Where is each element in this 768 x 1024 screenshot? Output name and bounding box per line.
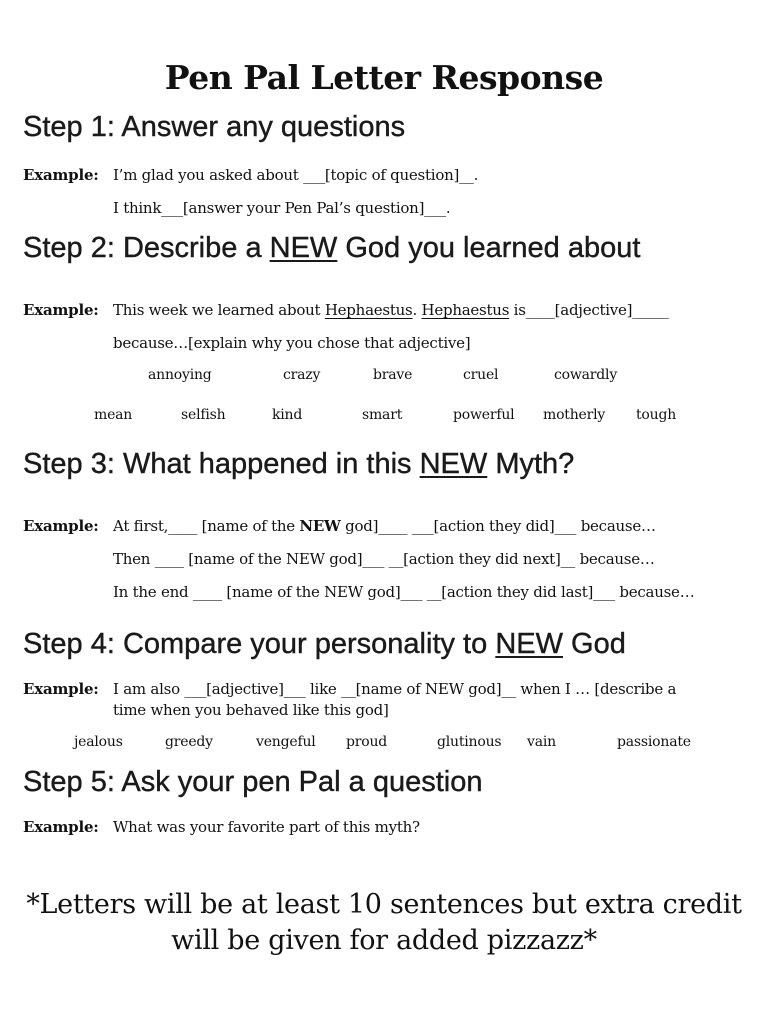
step3-example-line3: In the end ____ [name of the NEW god]___ __[action they did last]___ because… bbox=[113, 583, 695, 601]
adjective-word: motherly bbox=[543, 407, 606, 423]
step2-god-name-2: Hephaestus bbox=[421, 301, 510, 319]
step3-example-line1 bbox=[113, 517, 656, 535]
step2-line1-mid: . bbox=[412, 301, 422, 319]
step4-heading-post: God bbox=[562, 628, 626, 660]
adjective-word: vengeful bbox=[256, 734, 316, 750]
step3-heading-new: NEW bbox=[419, 448, 488, 480]
step3-example-line2: Then ____ [name of the NEW god]___ __[action they did next]__ because… bbox=[113, 550, 655, 568]
footer-line1: *Letters will be at least 10 sentences but extra credit bbox=[26, 889, 742, 920]
step3-example-label: Example: bbox=[23, 517, 99, 535]
step4-example-line2: time when you behaved like this god] bbox=[113, 701, 389, 719]
step4-heading-new: NEW bbox=[495, 628, 563, 660]
adjective-word: vain bbox=[527, 734, 556, 750]
example-label-text: Example bbox=[23, 166, 94, 184]
adjective-word: crazy bbox=[283, 367, 321, 383]
footer-note bbox=[0, 887, 768, 959]
step3-heading-pre: Step 3: What happened in this bbox=[23, 448, 420, 480]
step4-heading bbox=[23, 628, 626, 661]
step2-line1-post: is____[adjective]_____ bbox=[509, 301, 669, 319]
adjective-word: cruel bbox=[463, 367, 499, 383]
step2-line1-pre: This week we learned about bbox=[113, 301, 325, 319]
adjective-word: cowardly bbox=[554, 367, 618, 383]
adjective-word: annoying bbox=[148, 367, 212, 383]
adjective-word: selfish bbox=[181, 407, 226, 423]
step2-heading-pre: Step 2: Describe a bbox=[23, 232, 270, 264]
step2-god-name-1: Hephaestus bbox=[324, 301, 413, 319]
adjective-word: tough bbox=[636, 407, 677, 423]
adjective-word: glutinous bbox=[437, 734, 502, 750]
adjective-word: greedy bbox=[165, 734, 213, 750]
adjective-word: jealous bbox=[74, 734, 123, 750]
step2-heading-new: NEW bbox=[269, 232, 338, 264]
example-label-text: Example bbox=[23, 301, 94, 319]
step2-example-label: Example: bbox=[23, 301, 99, 319]
adjective-word: passionate bbox=[617, 734, 691, 750]
step1-example-line2: I think___[answer your Pen Pal’s question]___. bbox=[113, 199, 451, 217]
step4-heading-pre: Step 4: Compare your personality to bbox=[23, 628, 496, 660]
step1-heading: Step 1: Answer any questions bbox=[23, 111, 406, 143]
adjective-word: powerful bbox=[453, 407, 515, 423]
step4-example-line1: I am also ___[adjective]___ like __[name of NEW god]__ when I … [describe a bbox=[113, 680, 677, 698]
step1-example-label: Example: bbox=[23, 166, 99, 184]
footer-line2: will be given for added pizzazz* bbox=[171, 925, 597, 956]
step3-line1-post: god]____ ___[action they did]___ because… bbox=[340, 517, 656, 535]
adjective-word: smart bbox=[362, 407, 403, 423]
step3-heading bbox=[23, 448, 574, 481]
example-label-text: Example bbox=[23, 680, 94, 698]
adjective-word: proud bbox=[346, 734, 388, 750]
step4-example-label: Example: bbox=[23, 680, 99, 698]
step2-example-line2: because…[explain why you chose that adjective] bbox=[113, 334, 471, 352]
step2-example-line1 bbox=[113, 301, 669, 319]
step5-heading: Step 5: Ask your pen Pal a question bbox=[23, 766, 483, 798]
example-label-text: Example bbox=[23, 517, 94, 535]
step2-heading bbox=[23, 232, 640, 265]
step2-heading-post: God you learned about bbox=[337, 232, 641, 264]
step3-line1-new: NEW bbox=[299, 517, 341, 535]
step5-example-line1: What was your favorite part of this myth? bbox=[113, 818, 420, 836]
adjective-word: kind bbox=[272, 407, 303, 423]
step3-heading-post: Myth? bbox=[487, 448, 575, 480]
step3-line1-pre: At first,____ [name of the bbox=[113, 517, 300, 535]
adjective-word: brave bbox=[373, 367, 413, 383]
page-title: Pen Pal Letter Response bbox=[164, 58, 604, 97]
adjective-word: mean bbox=[94, 407, 133, 423]
step1-example-line1: I’m glad you asked about ___[topic of question]__. bbox=[113, 166, 479, 184]
example-label-text: Example bbox=[23, 818, 94, 836]
step5-example-label: Example: bbox=[23, 818, 99, 836]
